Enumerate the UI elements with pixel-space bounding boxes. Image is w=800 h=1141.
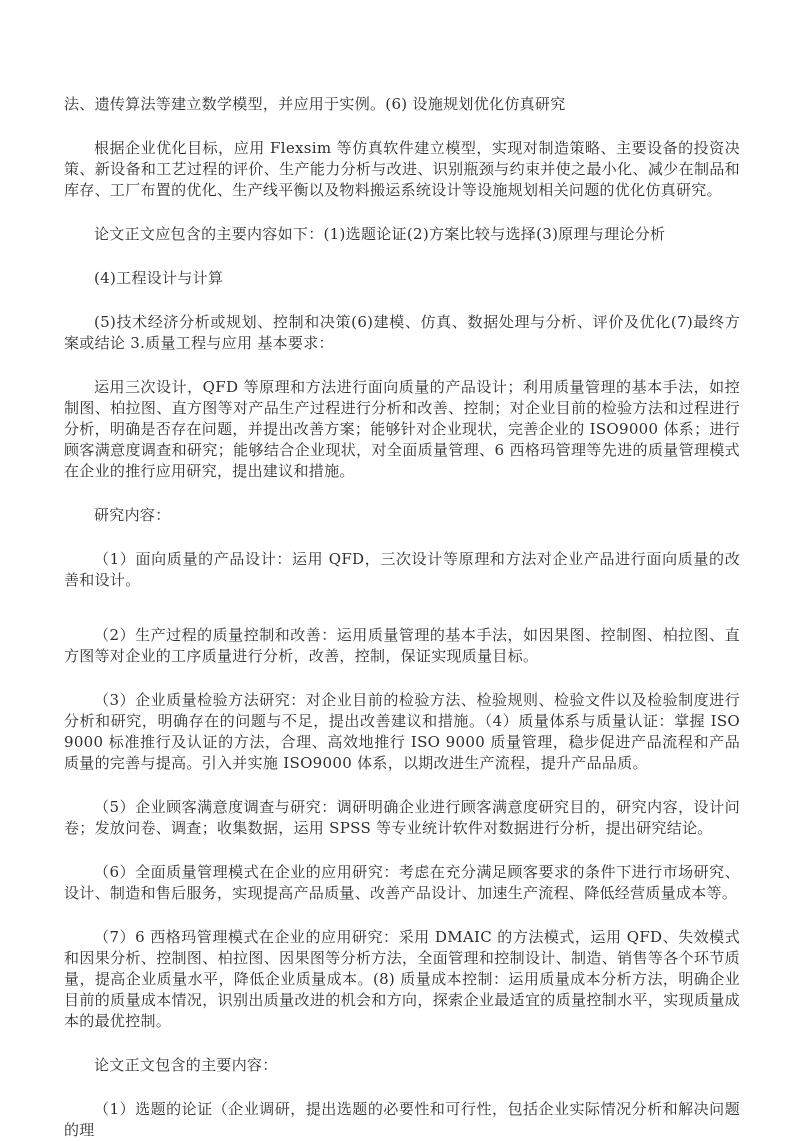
paragraph-item-2-process-control: （2）生产过程的质量控制和改善：运用质量管理的基本手法，如因果图、控制图、柏拉图、直方图等对企业的工序质量进行分析，改善，控制，保证实现质量目标。: [64, 626, 740, 665]
paragraph-item-6-tqm: （6）全面质量管理模式在企业的应用研究：考虑在充分满足顾客要求的条件下进行市场研究、设计、制造和售后服务，实现提高产品质量、改善产品设计、加速生产流程、降低经营质量成本等。: [64, 863, 740, 902]
paragraph-item-5-customer-satisfaction: （5）企业顾客满意度调查与研究：调研明确企业进行顾客满意度研究目的，研究内容，设计问卷；发放问卷、调查；收集数据，运用 SPSS 等专业统计软件对数据进行分析，提出研究结论。: [64, 798, 740, 837]
paragraph-item-3-4-inspection-certification: （3）企业质量检验方法研究：对企业目前的检验方法、检验规则、检验文件以及检验制度进行分析和研究，明确存在的问题与不足，提出改善建议和措施。（4）质量体系与质量认证：掌握 ISO 9000 标准推行及认证的方法，合理、高效地推行 ISO 9000 质量管理，稳步促进产品流程和产品质量的完善与提高。引入并实施 ISO9000 体系，以期改进生产流程，提升产品品质。: [64, 691, 740, 772]
paragraph-item-1-topic-justification: （1）选题的论证（企业调研，提出选题的必要性和可行性，包括企业实际情况分析和解决问题的理: [64, 1100, 740, 1139]
paragraph-item-engineering-design: (4)工程设计与计算: [94, 269, 224, 287]
paragraph-facility-planning: 根据企业优化目标，应用 Flexsim 等仿真软件建立模型，实现对制造策略、主要设备的投资决策、新设备和工艺过程的评价、生产能力分析与改进、识别瓶颈与约束并使之最小化、减少在制品和库存、工厂布置的优化、生产线平衡以及物料搬运系统设计等设施规划相关问题的优化仿真研究。: [64, 139, 740, 199]
paragraph-items-5-7-and-section-3: (5)技术经济分析或规划、控制和决策(6)建模、仿真、数据处理与分析、评价及优化(7)最终方案或结论 3.质量工程与应用 基本要求：: [64, 313, 740, 352]
paragraph-continuation: 法、遗传算法等建立数学模型，并应用于实例。(6) 设施规划优化仿真研究: [64, 95, 566, 113]
paragraph-item-7-8-sixsigma-cost: （7）6 西格玛管理模式在企业的应用研究：采用 DMAIC 的方法模式，运用 QFD、失效模式和因果分析、控制图、柏拉图、因果图等分析方法，全面管理和控制设计、制造、销售等各个环节质量，提高企业质量水平，降低企业质量成本。(8) 质量成本控制：运用质量成本分析方法，明确企业目前的质量成本情况，识别出质量改进的机会和方向，探索企业最适宜的质量控制水平，实现质量成本的最优控制。: [64, 928, 740, 1030]
paragraph-item-1-quality-design: （1）面向质量的产品设计：运用 QFD，三次设计等原理和方法对企业产品进行面向质量的改善和设计。: [64, 550, 740, 589]
paragraph-research-content-heading: 研究内容：: [94, 506, 171, 524]
paragraph-basic-requirements: 运用三次设计，QFD 等原理和方法进行面向质量的产品设计；利用质量管理的基本手法，如控制图、柏拉图、直方图等对产品生产过程进行分析和改善、控制；对企业目前的检验方法和过程进行分析，明确是否存在问题，并提出改善方案；能够针对企业现状，完善企业的 ISO9000 体系；进行顾客满意度调查和研究；能够结合企业现状，对全面质量管理、6 西格玛管理等先进的质量管理模式在企业的推行应用研究，提出建议和措施。: [64, 378, 740, 480]
paragraph-thesis-main-contents-heading: 论文正文包含的主要内容：: [94, 1056, 278, 1074]
paragraph-thesis-contents-intro: 论文正文应包含的主要内容如下：(1)选题论证(2)方案比较与选择(3)原理与理论分析: [94, 225, 666, 243]
